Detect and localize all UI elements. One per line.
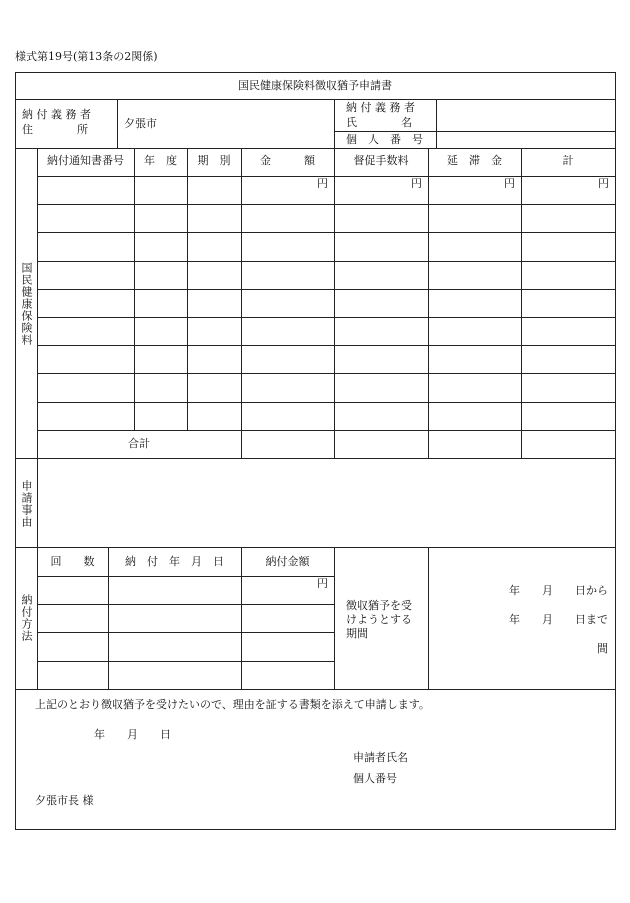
fee-total-label: 合計 (128, 437, 150, 450)
payment-cell-payment-amount[interactable] (242, 662, 333, 688)
fee-cell-amount[interactable] (242, 346, 333, 372)
fee-cell-fiscal-year[interactable] (135, 233, 186, 260)
reason-section-side-label: 申請事由 (20, 480, 33, 528)
taxpayer-address-label-1: 納 付 義 務 者 (22, 108, 91, 121)
fee-cell-late-charge[interactable] (429, 403, 520, 429)
fee-cell-period[interactable] (188, 318, 240, 344)
payment-cell-count[interactable] (38, 662, 107, 688)
fee-cell-reminder-fee[interactable] (335, 262, 427, 288)
fee-cell-sum[interactable] (522, 318, 614, 344)
fee-cell-late-charge[interactable] (429, 205, 520, 231)
fee-cell-period[interactable] (188, 374, 240, 401)
fee-total-amount[interactable] (242, 431, 333, 457)
fee-cell-fiscal-year[interactable] (135, 374, 186, 401)
fee-col-header-late-charge: 延 滞 金 (447, 154, 502, 167)
fee-cell-reminder-fee[interactable] (335, 205, 427, 231)
taxpayer-address-label-2: 住 所 (22, 123, 88, 136)
fee-cell-reminder-fee[interactable] (335, 290, 427, 316)
fee-cell-sum[interactable] (522, 403, 614, 429)
fee-cell-notice-number[interactable] (38, 290, 133, 316)
fee-cell-period[interactable] (188, 177, 240, 203)
fee-cell-fiscal-year[interactable] (135, 177, 186, 203)
fee-cell-reminder-fee[interactable] (335, 318, 427, 344)
fee-cell-period[interactable] (188, 403, 240, 429)
form-number: 様式第19号(第13条の2関係) (15, 50, 158, 63)
fee-cell-notice-number[interactable] (38, 262, 133, 288)
fee-cell-sum[interactable] (522, 290, 614, 316)
payment-section-side-label: 納付方法 (20, 594, 33, 642)
fee-col-header-sum: 計 (562, 154, 574, 167)
fee-cell-sum[interactable] (522, 346, 614, 372)
fee-col-header-amount: 金 額 (260, 154, 315, 167)
reason-field[interactable] (38, 459, 614, 546)
fee-cell-fiscal-year[interactable] (135, 205, 186, 231)
period-label: 徴収猶予を受けようとする期間 (346, 599, 412, 640)
fee-section-side-label: 国民健康保険料 (20, 262, 33, 346)
fee-cell-sum[interactable] (522, 177, 614, 203)
fee-cell-fiscal-year[interactable] (135, 262, 186, 288)
applicant-personal-number-label: 個人番号 (353, 772, 397, 785)
fee-cell-late-charge[interactable] (429, 318, 520, 344)
payment-cell-payment-amount[interactable] (242, 605, 333, 631)
fee-cell-reminder-fee[interactable] (335, 374, 427, 401)
fee-cell-period[interactable] (188, 205, 240, 231)
fee-cell-reminder-fee[interactable] (335, 346, 427, 372)
form-title: 国民健康保険料徴収猶予申請書 (238, 79, 392, 92)
fee-unit-yen: 円 (317, 177, 328, 190)
fee-cell-amount[interactable] (242, 177, 333, 203)
fee-cell-reminder-fee[interactable] (335, 233, 427, 260)
fee-cell-amount[interactable] (242, 403, 333, 429)
fee-cell-period[interactable] (188, 262, 240, 288)
fee-col-header-reminder-fee: 督促手数料 (353, 154, 409, 167)
fee-cell-period[interactable] (188, 290, 240, 316)
payment-cell-payment-date[interactable] (109, 633, 240, 660)
fee-total-late-charge[interactable] (429, 431, 520, 457)
fee-cell-fiscal-year[interactable] (135, 346, 186, 372)
fee-unit-yen: 円 (411, 177, 422, 190)
applicant-name-label: 申請者氏名 (353, 751, 408, 764)
personal-number-field[interactable] (436, 132, 614, 147)
period-suffix: 間 (597, 642, 608, 655)
fee-total-sum[interactable] (522, 431, 614, 457)
payment-cell-payment-date[interactable] (109, 577, 240, 603)
fee-unit-yen: 円 (598, 177, 609, 190)
fee-cell-notice-number[interactable] (38, 177, 133, 203)
payment-col-header-payment-date: 納 付 年 月 日 (125, 555, 224, 568)
fee-unit-yen: 円 (504, 177, 515, 190)
fee-cell-notice-number[interactable] (38, 346, 133, 372)
fee-cell-amount[interactable] (242, 374, 333, 401)
fee-cell-notice-number[interactable] (38, 374, 133, 401)
personal-number-label: 個 人 番 号 (346, 133, 423, 146)
addressee: 夕張市長 様 (35, 794, 94, 807)
fee-cell-sum[interactable] (522, 233, 614, 260)
address-value: 夕張市 (124, 117, 157, 130)
fee-cell-late-charge[interactable] (429, 346, 520, 372)
fee-cell-reminder-fee[interactable] (335, 403, 427, 429)
fee-cell-fiscal-year[interactable] (135, 403, 186, 429)
payment-cell-count[interactable] (38, 633, 107, 660)
period-to: 年 月 日まで (509, 613, 608, 626)
fee-cell-period[interactable] (188, 346, 240, 372)
fee-cell-amount[interactable] (242, 233, 333, 260)
payment-cell-payment-amount[interactable] (242, 633, 333, 660)
applicant-name-field[interactable] (420, 748, 600, 766)
payment-col-header-count: 回 数 (50, 555, 95, 568)
fee-cell-amount[interactable] (242, 205, 333, 231)
payment-cell-payment-amount[interactable] (242, 577, 333, 603)
applicant-personal-number-field[interactable] (420, 769, 600, 787)
declaration-date: 年 月 日 (94, 728, 171, 741)
taxpayer-name-field[interactable] (436, 100, 614, 130)
payment-unit-yen: 円 (317, 577, 328, 590)
fee-cell-fiscal-year[interactable] (135, 318, 186, 344)
fee-cell-late-charge[interactable] (429, 177, 520, 203)
payment-cell-payment-date[interactable] (109, 605, 240, 631)
fee-cell-fiscal-year[interactable] (135, 290, 186, 316)
period-from: 年 月 日から (509, 584, 608, 597)
fee-cell-sum[interactable] (522, 374, 614, 401)
fee-col-header-notice-number: 納付通知書番号 (47, 154, 124, 167)
fee-cell-sum[interactable] (522, 205, 614, 231)
fee-col-header-period: 期 別 (197, 154, 231, 167)
fee-cell-late-charge[interactable] (429, 374, 520, 401)
fee-cell-late-charge[interactable] (429, 233, 520, 260)
fee-cell-notice-number[interactable] (38, 318, 133, 344)
fee-cell-sum[interactable] (522, 262, 614, 288)
declaration-text: 上記のとおり徴収猶予を受けたいので、理由を証する書類を添えて申請します。 (35, 698, 430, 711)
fee-cell-period[interactable] (188, 233, 240, 260)
fee-cell-notice-number[interactable] (38, 233, 133, 260)
payment-cell-payment-date[interactable] (109, 662, 240, 688)
fee-cell-late-charge[interactable] (429, 262, 520, 288)
fee-cell-amount[interactable] (242, 262, 333, 288)
fee-col-header-fiscal-year: 年 度 (144, 154, 177, 167)
payment-col-header-payment-amount: 納付金額 (265, 555, 310, 568)
fee-cell-amount[interactable] (242, 318, 333, 344)
taxpayer-name-label-1: 納 付 義 務 者 (346, 101, 415, 114)
fee-cell-late-charge[interactable] (429, 290, 520, 316)
payment-cell-count[interactable] (38, 605, 107, 631)
fee-cell-reminder-fee[interactable] (335, 177, 427, 203)
fee-total-reminder-fee[interactable] (335, 431, 427, 457)
taxpayer-name-label-2: 氏 名 (346, 116, 412, 129)
payment-cell-count[interactable] (38, 577, 107, 603)
fee-cell-notice-number[interactable] (38, 205, 133, 231)
fee-cell-notice-number[interactable] (38, 403, 133, 429)
fee-cell-amount[interactable] (242, 290, 333, 316)
